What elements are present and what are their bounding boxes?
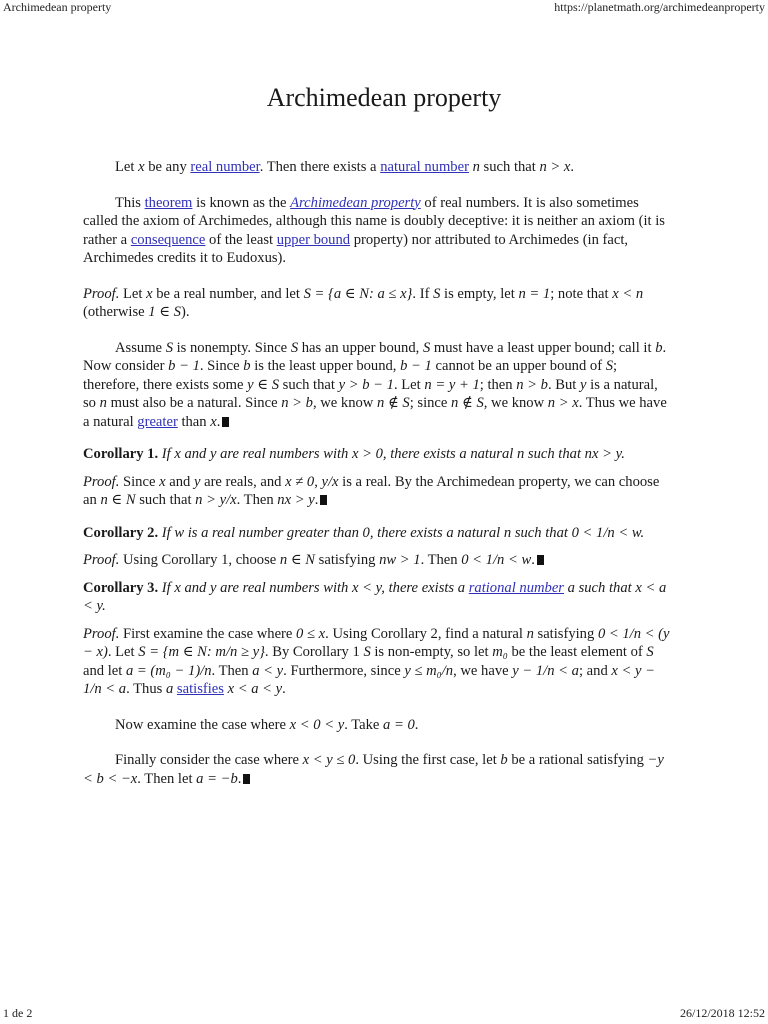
math: x < n (612, 285, 644, 302)
text: be a real number, and let (152, 285, 304, 302)
corollary-label: Corollary 1. (83, 446, 159, 462)
qed-icon (243, 774, 250, 784)
math: b − 1 (168, 358, 200, 374)
text: must also be a natural. Since (106, 395, 282, 411)
text: . (570, 159, 575, 175)
corollary-2 (83, 524, 673, 543)
text: This (115, 194, 145, 211)
math: x < a < y (227, 681, 283, 697)
math: a < y (252, 662, 284, 679)
math: n ∈ N (100, 492, 136, 508)
math: n (526, 625, 534, 642)
math: −y < b < −x (83, 752, 664, 787)
math: y ∈ S (247, 376, 279, 393)
text: . Thus (126, 681, 166, 697)
corollary-statement: If x and y are real numbers with x > 0, there exists a natural n such that nx > y. (158, 446, 625, 462)
text: , we know (483, 395, 548, 411)
text: Now examine the case where (115, 716, 290, 733)
math: a (165, 681, 174, 697)
proof-label: Proof. (83, 285, 120, 302)
text: . (414, 716, 419, 733)
math: y ≤ m₀/n (404, 662, 454, 679)
text: . Let (393, 376, 425, 393)
math: 0 < 1/n < w (461, 552, 532, 568)
proof-label: Proof. (83, 625, 120, 642)
text: . Thus we have a natural (83, 395, 667, 430)
statement-paragraph (83, 158, 673, 177)
math: b − 1 (400, 358, 432, 374)
text: (otherwise (83, 304, 149, 320)
qed-icon (222, 417, 229, 427)
print-header-title: Archimedean property (3, 0, 112, 14)
math: S (605, 358, 614, 374)
math: b (500, 752, 508, 768)
text: First examine the case where (119, 625, 297, 642)
page-title: Archimedean property (266, 83, 502, 112)
text: is empty, let (440, 285, 519, 302)
text: Let (119, 285, 147, 302)
proof-paragraph (83, 285, 673, 322)
qed-icon (537, 555, 544, 565)
text: . Let (107, 644, 139, 660)
text: such that (279, 376, 339, 393)
math: S (646, 644, 654, 660)
corollary-statement: If w is a real number greater than 0, there exists a natural n such that 0 < 1/n < w. (158, 524, 645, 541)
text: . Now consider (83, 339, 667, 374)
text: is nonempty. Since (172, 339, 291, 356)
corollary-2-proof (83, 551, 673, 570)
text: are reals, and (200, 473, 286, 490)
proof-label: Proof. (83, 552, 120, 568)
corollary-label: Corollary 3. (83, 579, 159, 596)
text: ). (180, 304, 190, 320)
math: S = {a ∈ N: a ≤ x} (303, 285, 413, 302)
text: . Since (199, 358, 244, 374)
math: n ∈ N (279, 552, 316, 568)
link-consequence[interactable]: consequence (130, 231, 206, 248)
math: S (290, 339, 299, 356)
link-satisfies[interactable]: satisfies (176, 681, 224, 697)
text: and (165, 473, 194, 490)
text: . Take (344, 716, 384, 733)
text: ; since (409, 395, 452, 411)
math: n (99, 395, 107, 411)
text: . (282, 681, 286, 697)
text: is a real. By the Archimedean property, we can choose an (83, 473, 660, 508)
proof-label: Proof. (83, 473, 120, 490)
math: n > y/x (195, 492, 237, 508)
print-footer-datetime: 26/12/2018 12:52 (679, 1006, 765, 1020)
text: Since (119, 473, 160, 490)
text: , we know (312, 395, 377, 411)
math: x (138, 159, 145, 175)
text: ; then (479, 376, 517, 393)
text: is known as the (192, 194, 291, 211)
math: S (363, 644, 371, 660)
text: . (237, 770, 242, 787)
print-footer-page: 1 de 2 (3, 1006, 33, 1020)
text: is the least upper bound, (250, 358, 401, 374)
text: be the least element of (507, 644, 647, 660)
link-natural-number[interactable]: natural number (380, 159, 469, 175)
math: S (433, 285, 441, 302)
text: . Furthermore, since (283, 662, 405, 679)
text: . Then (420, 552, 462, 568)
case-paragraph (83, 751, 673, 788)
corollary-statement: If x and y are real numbers with x < y, there exists a (158, 579, 469, 596)
text: . (216, 413, 221, 430)
text: , (314, 473, 322, 490)
math: b (243, 358, 251, 374)
proof-paragraph (83, 339, 673, 432)
math: n > x (539, 159, 571, 175)
math: x < y ≤ 0 (302, 752, 356, 768)
math: S (165, 339, 173, 356)
text: . (531, 552, 535, 568)
math: S = {m ∈ N: m/n ≥ y} (138, 644, 265, 660)
math: n > b (281, 395, 313, 411)
math: x ≠ 0 (285, 473, 315, 490)
text: . Using Corollary 2, find a natural (325, 625, 527, 642)
math: x (210, 413, 217, 430)
math: nx > y (277, 492, 315, 508)
link-theorem[interactable]: theorem (144, 194, 193, 211)
text: . Then let (137, 770, 197, 787)
corollary-1-proof (83, 473, 673, 510)
text: , we have (453, 662, 513, 679)
qed-icon (320, 495, 327, 505)
text: and let (83, 662, 126, 679)
text: . Then (211, 662, 253, 679)
text: must have a least upper bound; call it (430, 339, 656, 356)
corollary-statement: a such that x < a < y. (83, 579, 667, 614)
math: x (146, 285, 153, 302)
text: be a rational satisfying (507, 752, 648, 768)
math: b (655, 339, 663, 356)
math: y > b − 1 (338, 376, 394, 393)
link-archimedean-property[interactable]: Archimedean property (290, 194, 421, 211)
link-real-number[interactable]: real number (190, 159, 260, 175)
text: such that (135, 492, 196, 508)
math: x < y − 1/n < a (83, 662, 656, 697)
text: . By Corollary 1 (264, 644, 364, 660)
text: satisfying (533, 625, 598, 642)
math: a = −b (196, 770, 238, 787)
math: 0 ≤ x (296, 625, 326, 642)
corollary-3-proof (83, 625, 673, 699)
math: n ∉ S (377, 395, 410, 411)
math: nw > 1 (379, 552, 421, 568)
text: Finally consider the case where (115, 752, 303, 768)
math: x (159, 473, 166, 490)
text: has an upper bound, (298, 339, 423, 356)
math: n = y + 1 (424, 376, 480, 393)
math: x < 0 < y (289, 716, 345, 733)
corollary-3 (83, 579, 673, 616)
math: n = 1 (518, 285, 551, 302)
text: . Then there exists a (259, 159, 381, 175)
link-upper-bound[interactable]: upper bound (276, 231, 351, 248)
math: y (580, 376, 587, 393)
math: n (472, 159, 480, 175)
case-paragraph (83, 716, 673, 735)
corollary-1 (83, 445, 673, 464)
math: 1 ∈ S (148, 304, 181, 320)
math: y/x (321, 473, 339, 490)
math: y (193, 473, 201, 490)
text: . Using the first case, let (355, 752, 501, 768)
text: . But (547, 376, 581, 393)
math: y − 1/n < a (512, 662, 579, 679)
text: . If (412, 285, 434, 302)
link-greater[interactable]: greater (137, 413, 178, 430)
text: of the least (205, 231, 277, 248)
math: a = (m₀ − 1)/n (125, 662, 212, 679)
text: Let (115, 159, 139, 175)
math: a = 0 (383, 716, 415, 733)
text: be any (144, 159, 191, 175)
corollary-label: Corollary 2. (83, 524, 159, 541)
math: S (422, 339, 431, 356)
math: n > x (547, 395, 579, 411)
text: is non-empty, so let (370, 644, 493, 660)
text: cannot be an upper bound of (431, 358, 606, 374)
text: satisfying (315, 552, 380, 568)
math: 0 < 1/n < (y − x) (83, 625, 670, 660)
print-header-url: https://planetmath.org/archimedeanproperty (554, 0, 765, 14)
text: is a natural, so (83, 376, 658, 411)
text: Using Corollary 1, choose (119, 552, 280, 568)
text: . (314, 492, 319, 508)
context-paragraph (83, 194, 673, 268)
math: n > b (516, 376, 548, 393)
math: m₀ (492, 644, 508, 660)
text: ; and (578, 662, 612, 679)
text: ; therefore, there exists some (83, 358, 618, 393)
math: n ∉ S (451, 395, 484, 411)
text: than (177, 413, 211, 430)
text: ; note that (550, 285, 613, 302)
article-body (83, 158, 673, 788)
text: such that (479, 159, 540, 175)
text: property) nor attributed to Archimedes (in fact, Archimedes credits it to Eudoxus). (83, 231, 629, 266)
text: of real numbers. It is also sometimes called the axiom of Archimedes, although this name is doubly deceptive: it is neither an axiom (it is rather a (83, 194, 665, 248)
link-rational-number[interactable]: rational number (468, 579, 564, 596)
text: . Then (236, 492, 278, 508)
text: Assume (115, 339, 166, 356)
